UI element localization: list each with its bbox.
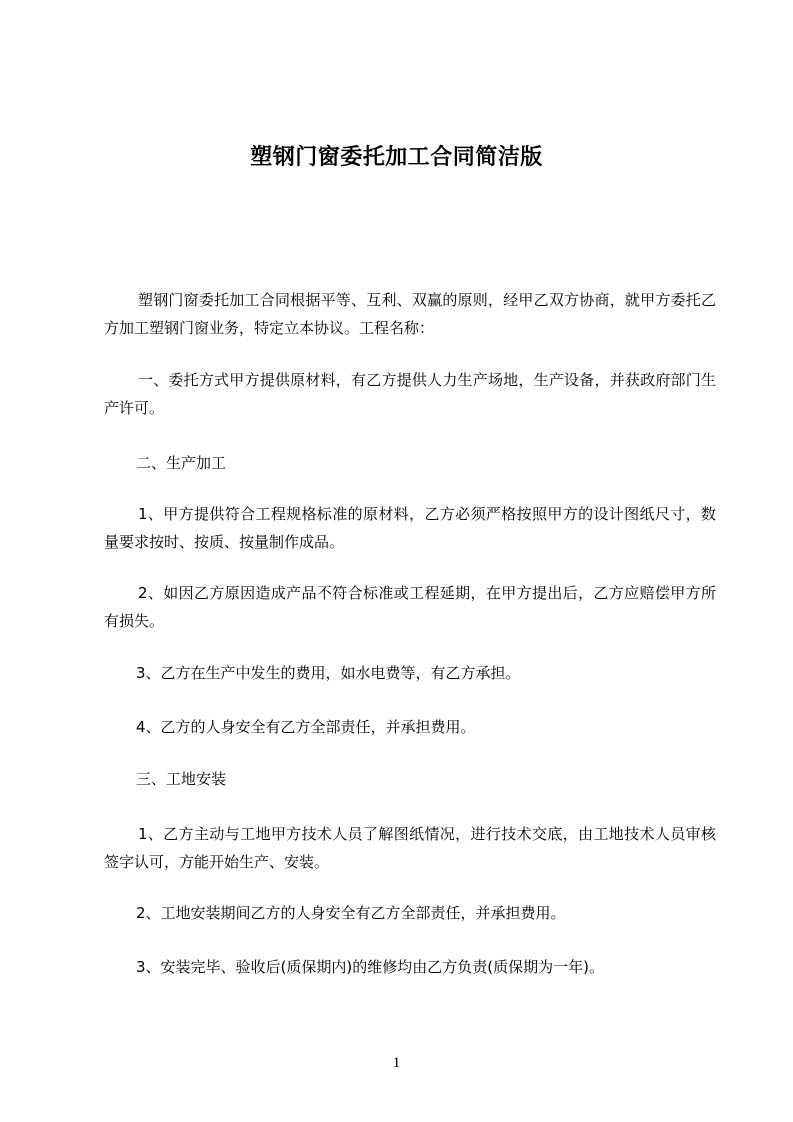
clause-2-4: 4、乙方的人身安全有乙方全部责任，并承担费用。 (136, 718, 476, 736)
page-number: 1 (392, 1055, 401, 1071)
clause-2-3: 3、乙方在生产中发生的费用，如水电费等，有乙方承担。 (136, 664, 521, 682)
clause-3-3: 3、安装完毕、验收后(质保期内)的维修均由乙方负责(质保期为一年)。 (136, 958, 604, 976)
clause-2-1: 1、甲方提供符合工程规格标准的原材料，乙方必须严格按照甲方的设计图纸尺寸，数量要求按时、按质、按量制作成品。 (104, 505, 716, 551)
document-title: 塑钢门窗委托加工合同简洁版 (250, 145, 543, 170)
section-3-heading: 三、工地安装 (136, 770, 227, 788)
clause-3-1: 1、乙方主动与工地甲方技术人员了解图纸情况，进行技术交底，由工地技术人员审核签字认可，方能开始生产、安装。 (104, 825, 716, 871)
intro-paragraph: 塑钢门窗委托加工合同根据平等、互利、双赢的原则，经甲乙双方协商，就甲方委托乙方加工塑钢门窗业务，特定立本协议。工程名称： (104, 291, 716, 337)
clause-2-2: 2、如因乙方原因造成产品不符合标准或工程延期，在甲方提出后，乙方应赔偿甲方所有损失。 (104, 584, 716, 630)
clause-3-2: 2、工地安装期间乙方的人身安全有乙方全部责任，并承担费用。 (136, 904, 566, 922)
clause-1-entrust-method: 一、委托方式甲方提供原材料，有乙方提供人力生产场地，生产设备，并获政府部门生产许可。 (104, 371, 716, 417)
section-2-heading: 二、生产加工 (136, 454, 227, 472)
